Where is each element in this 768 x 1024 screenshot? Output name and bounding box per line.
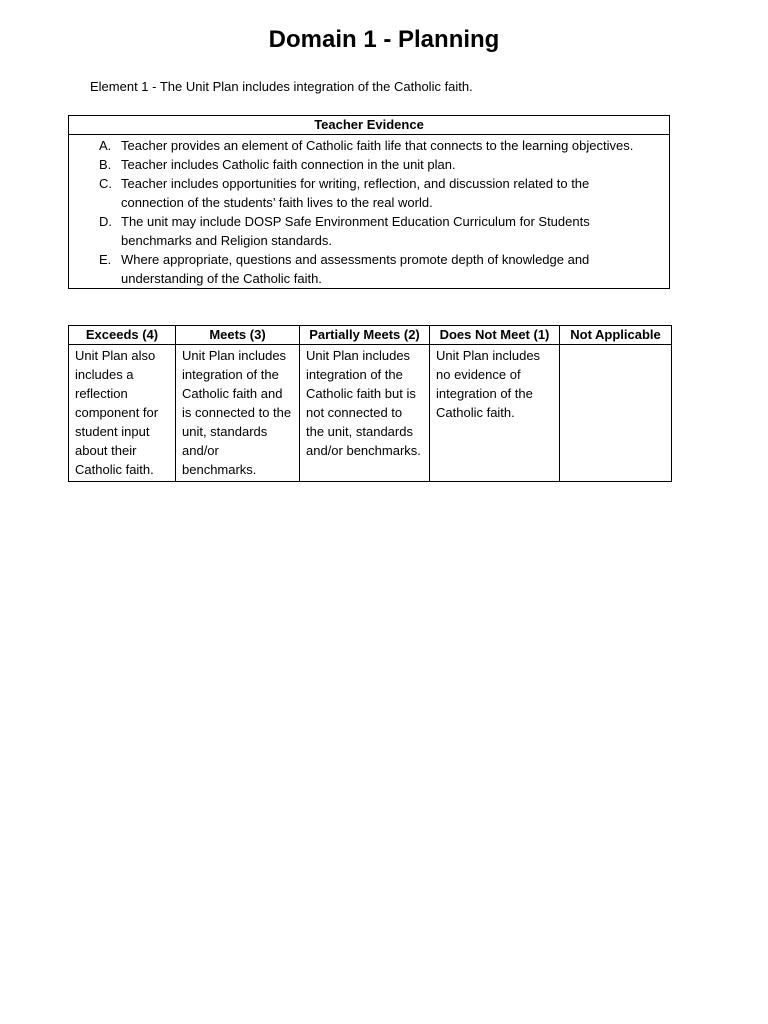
evidence-text: Teacher provides an element of Catholic faith life that connects to the learning objectives.: [121, 138, 634, 153]
evidence-letter: E.: [99, 252, 112, 267]
rating-cell-does-not-meet: Unit Plan includes no evidence of integration of the Catholic faith.: [430, 345, 560, 482]
evidence-text: Teacher includes Catholic faith connection in the unit plan.: [121, 157, 456, 172]
evidence-text: Teacher includes opportunities for writing, reflection, and discussion related to the connection of the students’ faith lives to the real world.: [121, 176, 590, 210]
evidence-text: The unit may include DOSP Safe Environment Education Curriculum for Students benchmarks and Religion standards.: [121, 214, 590, 248]
evidence-text: Where appropriate, questions and assessments promote depth of knowledge and understanding of the Catholic faith.: [121, 252, 590, 286]
rating-row: [69, 345, 672, 482]
teacher-evidence-header: Teacher Evidence: [69, 116, 670, 135]
evidence-letter: A.: [99, 138, 112, 153]
evidence-list: [69, 135, 669, 288]
rating-cell-not-applicable: [560, 345, 672, 482]
rating-header-row: [69, 326, 672, 345]
rating-header-not-applicable: Not Applicable: [560, 326, 672, 345]
rating-header-does-not-meet: Does Not Meet (1): [430, 326, 560, 345]
rating-cell-meets: Unit Plan includes integration of the Catholic faith and is connected to the unit, standards and/or benchmarks.: [176, 345, 300, 482]
evidence-letter: C.: [99, 176, 112, 191]
evidence-letter: D.: [99, 214, 112, 229]
page-title: Domain 1 - Planning: [268, 26, 500, 53]
rating-table: [68, 325, 672, 482]
teacher-evidence-table: [68, 115, 670, 289]
rating-header-meets: Meets (3): [176, 326, 300, 345]
teacher-evidence-cell: [69, 135, 670, 289]
evidence-item-a: [69, 136, 669, 155]
rating-header-partially-meets: Partially Meets (2): [300, 326, 430, 345]
rating-cell-exceeds: Unit Plan also includes a reflection component for student input about their Catholic faith.: [69, 345, 176, 482]
rating-header-exceeds: Exceeds (4): [69, 326, 176, 345]
evidence-item-c: [69, 174, 669, 212]
evidence-item-d: [69, 212, 669, 250]
element-description: Element 1 - The Unit Plan includes integration of the Catholic faith.: [90, 79, 473, 94]
evidence-letter: B.: [99, 157, 112, 172]
rating-cell-partially-meets: Unit Plan includes integration of the Catholic faith but is not connected to the unit, standards and/or benchmarks.: [300, 345, 430, 482]
evidence-item-e: [69, 250, 669, 288]
evidence-item-b: [69, 155, 669, 174]
